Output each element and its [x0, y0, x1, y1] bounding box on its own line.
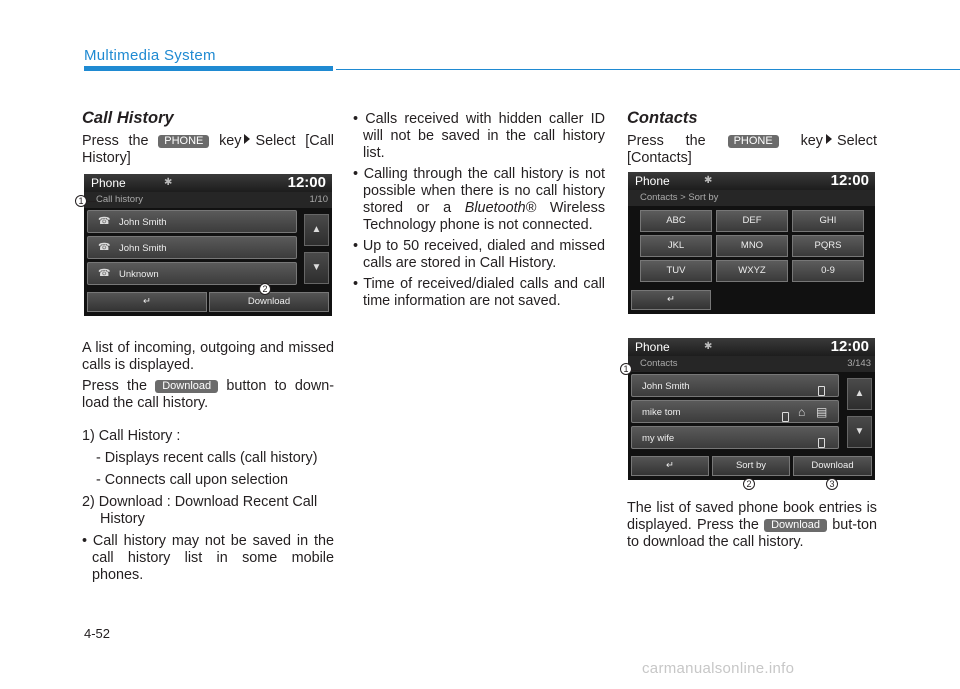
call-list-item[interactable]: ☎ Unknown	[87, 262, 297, 285]
scroll-up-button[interactable]: ▲	[847, 378, 872, 410]
contact-list-item[interactable]: John Smith	[631, 374, 839, 397]
call-history-note: • Call history may not be saved in the call history list in some mobile phones.	[82, 533, 334, 583]
sort-group-button[interactable]: 0-9	[792, 260, 864, 282]
contacts-sort-screen	[628, 172, 875, 314]
call-history-description: A list of incoming, outgoing and missed calls is displayed.	[82, 340, 334, 373]
back-button[interactable]: ↵	[87, 292, 207, 312]
note-time-info: • Time of received/dialed calls and call time information are not saved.	[353, 276, 605, 309]
section-title-call-history: Call History	[82, 109, 174, 127]
contact-list-item[interactable]: my wife	[631, 426, 839, 449]
phone-key-label: PHONE	[158, 135, 209, 148]
scroll-down-button[interactable]: ▼	[847, 416, 872, 448]
note-no-history: • Calling through the call history is not possible when there is no call history stored or a Bluetooth® Wireless Technology phone is not connected.	[353, 166, 606, 233]
note-50-calls: • Up to 50 received, dialed and missed calls are stored in Call History.	[353, 238, 605, 271]
watermark: carmanualsonline.info	[642, 660, 795, 677]
bluetooth-icon: ✱	[704, 341, 713, 352]
note-hidden-caller: • Calls received with hidden caller ID will not be saved in the call history list.	[353, 111, 605, 161]
back-button[interactable]: ↵	[631, 290, 711, 310]
arrow-right-icon	[244, 134, 250, 144]
contacts-list-screen	[628, 338, 875, 480]
call-history-subitem: - Displays recent calls (call history)	[96, 450, 318, 466]
bluetooth-icon: ✱	[164, 177, 173, 188]
screen-title: Phone	[635, 340, 670, 354]
contacts-description-block	[627, 500, 877, 551]
call-history-screen	[84, 174, 332, 316]
screen-subtitle: Call history	[96, 194, 143, 205]
sort-group-button[interactable]: PQRS	[792, 235, 864, 257]
contact-list-item[interactable]: mike tom ⌂ ▤	[631, 400, 839, 423]
contacts-instruction: Press the PHONE key Select [Contacts]	[627, 133, 877, 166]
outgoing-call-icon: ☎	[98, 216, 111, 227]
list-count: 1/10	[309, 194, 328, 205]
section-title-contacts: Contacts	[627, 109, 698, 127]
sort-group-button[interactable]: MNO	[716, 235, 788, 257]
call-list-item[interactable]: ☎ John Smith	[87, 210, 297, 233]
sort-group-button[interactable]: TUV	[640, 260, 712, 282]
office-icon: ▤	[816, 405, 828, 419]
call-history-subitem: - Connects call upon selection	[96, 472, 288, 488]
missed-call-icon: ☎	[98, 268, 111, 279]
page-header-title: Multimedia System	[84, 47, 216, 64]
sort-group-button[interactable]: JKL	[640, 235, 712, 257]
screen-subtitle: Contacts	[640, 358, 678, 369]
sort-group-button[interactable]: DEF	[716, 210, 788, 232]
download-key-label: Download	[764, 519, 827, 532]
home-icon: ⌂	[798, 405, 806, 419]
download-instruction: Press the Download button to down-load the call history.	[82, 378, 335, 411]
header-rule-thick	[84, 66, 333, 71]
callout-1: 1	[620, 363, 632, 375]
callout-2: 2	[259, 283, 271, 295]
call-list-item[interactable]: ☎ John Smith	[87, 236, 297, 259]
screen-title: Phone	[635, 174, 670, 188]
scroll-down-button[interactable]: ▼	[304, 252, 329, 284]
column-contacts	[627, 110, 877, 167]
download-button[interactable]: Download	[793, 456, 872, 476]
column-notes	[353, 111, 605, 314]
screen-clock: 12:00	[830, 172, 869, 189]
download-item: 2) Download : Download Recent Call History	[82, 494, 318, 527]
screen-clock: 12:00	[287, 174, 326, 191]
callout-2: 2	[743, 478, 755, 490]
callout-1: 1	[75, 195, 87, 207]
screen-subtitle: Contacts > Sort by	[640, 192, 719, 203]
screen-clock: 12:00	[830, 338, 869, 355]
callout-3: 3	[826, 478, 838, 490]
list-count: 3/143	[847, 358, 871, 369]
download-key-label: Download	[155, 380, 218, 393]
download-button[interactable]: Download	[209, 292, 329, 312]
back-button[interactable]: ↵	[631, 456, 709, 476]
sort-group-button[interactable]: WXYZ	[716, 260, 788, 282]
arrow-right-icon	[826, 134, 832, 144]
call-history-item: 1) Call History :	[82, 428, 181, 444]
sort-by-button[interactable]: Sort by	[712, 456, 790, 476]
screen-title: Phone	[91, 176, 126, 190]
contacts-description: The list of saved phone book entries is displayed. Press the Download but-ton to download the call history.	[627, 500, 878, 550]
page-number: 4-52	[84, 626, 111, 641]
header-rule-thin	[336, 69, 960, 70]
sort-group-button[interactable]: ABC	[640, 210, 712, 232]
column-call-history	[82, 110, 334, 167]
scroll-up-button[interactable]: ▲	[304, 214, 329, 246]
sort-group-button[interactable]: GHI	[792, 210, 864, 232]
incoming-call-icon: ☎	[98, 242, 111, 253]
phone-key-label: PHONE	[728, 135, 779, 148]
bluetooth-icon: ✱	[704, 175, 713, 186]
callout-1-leader	[632, 370, 640, 371]
call-history-instruction: Press the PHONE key Select [Call History]	[82, 133, 334, 166]
column-call-history-body	[82, 340, 334, 584]
